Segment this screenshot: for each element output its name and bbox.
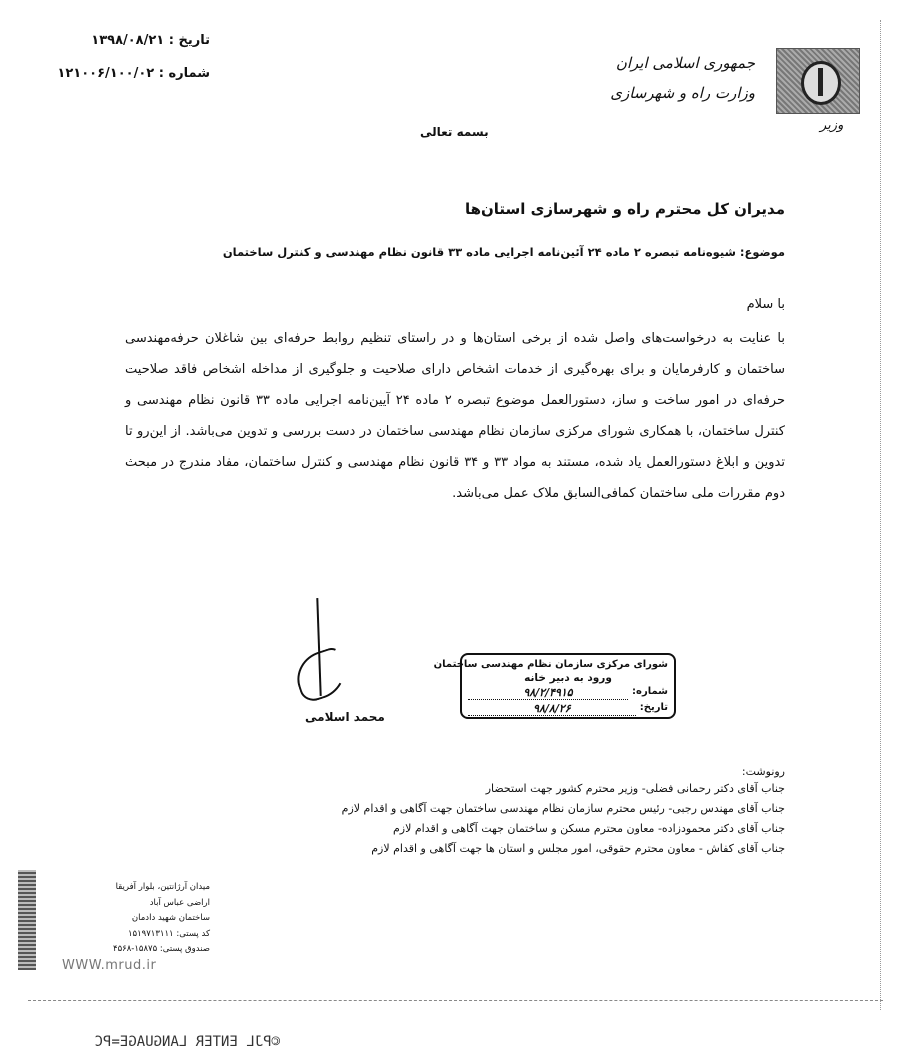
emblem-icon (776, 48, 860, 114)
footer-divider (28, 1000, 883, 1001)
cc-item: جناب آقای مهندس رجبی- رئیس محترم سازمان نظام مهندسی ساختمان جهت آگاهی و اقدام لازم (341, 802, 785, 815)
stamp-entry: ورود به دبیر خانه (524, 672, 612, 684)
page-edge (880, 20, 881, 1010)
printer-watermark: ©PJL ENTER LANGUAGE=PC (94, 1034, 280, 1050)
letter-date: تاریخ : ۱۳۹۸/۰۸/۲۱ (91, 33, 210, 48)
stamp-date-value: ۹۸/۸/۲۶ (468, 702, 636, 716)
ministry-name: وزارت راه و شهرسازی (610, 84, 755, 102)
stamp-number-label: شماره: (632, 686, 668, 697)
stamp-date-label: تاریخ: (639, 702, 668, 713)
letter-body: با عنایت به درخواست‌های واصل شده از برخی استان‌ها و در راستای تنظیم روابط حرفه‌ای بین شاغلان حرفه‌مهندسی ساختمان و کارفرمایان و برای بهره‌گیری از خدمات اشخاص دارای صلاحیت و جلوگیری از مداخله اشخاص فاقد صلاحیت حرفه‌ای در امور ساخت و ساز، دستورالعمل موضوع تبصره ۲ ماده ۲۴ آیین‌نامه اجرایی ماده ۳۳ قانون نظام مهندسی و کنترل ساختمان، با همکاری شورای مرکزی سازمان نظام مهندسی ساختمان در دست بررسی و تدوین می‌باشد. از این‌رو تا تدوین و ابلاغ دستورالعمل یاد شده، مستند به مواد ۳۳ و ۳۴ قانون نظام مهندسی و کنترل ساختمان، مفاد مندرج در مبحث دوم مقررات ملی ساختمان کمافی‌السابق ملاک عمل می‌باشد. (125, 331, 785, 501)
address-line: اراضی عباس آباد (149, 897, 210, 908)
address-line: صندوق پستی: ۱۵۸۷۵-۴۵۶۸ (113, 944, 210, 954)
signature-scribble (290, 645, 352, 704)
bismillah: بسمه تعالی (420, 125, 489, 139)
cc-title: رونوشت: (741, 765, 785, 778)
letter-number: شماره : ۱۲۱۰۰۶/۱۰۰/۰۲ (57, 66, 210, 81)
secretariat-stamp (433, 653, 676, 719)
address-line: ساختمان شهید دادمان (131, 913, 210, 923)
footer-emblem-strip (18, 870, 36, 970)
stamp-org: شورای مرکزی سازمان نظام مهندسی ساختمان (433, 659, 668, 670)
address-line: میدان آرژانتین، بلوار آفریقا (115, 882, 210, 892)
cc-list (342, 779, 785, 859)
subject-line: موضوع: شیوه‌نامه تبصره ۲ ماده ۲۴ آئین‌نامه اجرایی ماده ۳۳ قانون نظام مهندسی و کنترل ساختمان (222, 245, 785, 259)
footer-address (60, 880, 210, 958)
signer-name: محمد اسلامی (305, 710, 385, 724)
addressee: مدیران کل محترم راه و شهرسازی استان‌ها (464, 200, 785, 218)
cc-item: جناب آقای دکتر رحمانی فضلی- وزیر محترم کشور جهت استحضار (485, 782, 785, 795)
country-name: جمهوری اسلامی ایران (615, 54, 755, 72)
address-line: کد پستی: ۱۵۱۹۷۱۳۱۱۱ (127, 928, 210, 939)
cc-item: جناب آقای دکتر محمودزاده- معاون محترم مسکن و ساختمان جهت آگاهی و اقدام لازم (392, 822, 785, 835)
minister-title: وزیر (820, 118, 844, 133)
stamp-number-value: ۹۸/۲/۴۹۱۵ (468, 686, 628, 700)
greeting: با سلام (746, 297, 785, 312)
footer-website: WWW.mrud.ir (62, 958, 157, 973)
cc-item: جناب آقای کفاش - معاون محترم حقوقی، امور مجلس و استان ها جهت آگاهی و اقدام لازم (371, 842, 785, 855)
